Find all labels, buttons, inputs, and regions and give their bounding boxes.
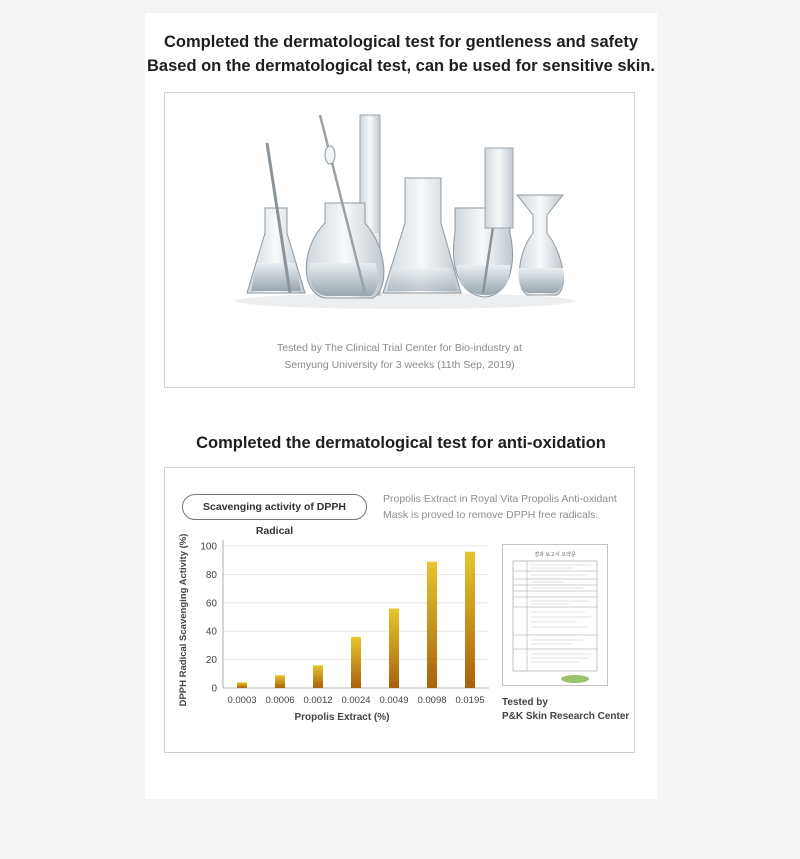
x-tick-label: 0.0049 (379, 695, 409, 706)
section2-title: Completed the dermatological test for anti-oxidation (196, 434, 606, 452)
x-tick-label: 0.0195 (455, 695, 485, 706)
x-tick-label: 0.0003 (227, 695, 257, 706)
bar-0.0098 (427, 562, 437, 688)
bar-0.0024 (351, 637, 361, 688)
x-tick-label: 0.0012 (303, 695, 333, 706)
tested-by-line2: P&K Skin Research Center (502, 711, 630, 722)
x-tick-label: 0.0024 (341, 695, 371, 706)
y-tick-label: 60 (205, 598, 217, 610)
bar-0.0006 (275, 675, 285, 688)
section1-title-line2: Based on the dermatological test, can be used for sensitive skin. (147, 57, 655, 75)
bar-0.0049 (389, 608, 399, 688)
antioxidation-test-panel (164, 467, 635, 753)
bar-0.0195 (465, 552, 475, 688)
research-report-thumbnail (502, 544, 608, 686)
y-tick-label: 100 (200, 541, 217, 553)
y-tick-label: 80 (205, 569, 217, 581)
test-caption-line1: Tested by The Clinical Trial Center for Bio-industry at (277, 342, 522, 354)
chart-description (383, 491, 623, 523)
x-axis-label: Propolis Extract (%) (294, 712, 390, 723)
x-tick-label: 0.0006 (265, 695, 295, 706)
safety-test-panel (164, 92, 635, 388)
tested-by-label (502, 696, 629, 724)
y-axis-label: DPPH Radical Scavenging Activity (%) (178, 534, 189, 707)
lab-glassware-illustration (165, 103, 634, 323)
product-detail-page (145, 13, 657, 799)
chart-title-pill: Scavenging activity of DPPH Radical (182, 494, 367, 520)
x-tick-label: 0.0098 (417, 695, 447, 706)
bar-0.0012 (313, 665, 323, 688)
report-title: 결과 보고서 요약문 (534, 552, 576, 558)
chart-description-line2: Mask is proved to remove DPPH free radicals. (383, 509, 599, 521)
y-tick-label: 40 (205, 626, 217, 638)
bar-0.0003 (237, 682, 247, 688)
y-tick-label: 0 (211, 683, 217, 695)
section1-title-line1: Completed the dermatological test for gentleness and safety (163, 33, 639, 51)
y-tick-label: 20 (205, 655, 217, 667)
dpph-bar-chart (173, 534, 493, 734)
test-caption-line2: Semyung University for 3 weeks (11th Sep, 2019) (284, 359, 515, 371)
chart-description-line1: Propolis Extract in Royal Vita Propolis Anti-oxidant (383, 493, 617, 505)
report-table-illustration (503, 557, 607, 687)
tested-by-line1: Tested by (502, 697, 548, 708)
